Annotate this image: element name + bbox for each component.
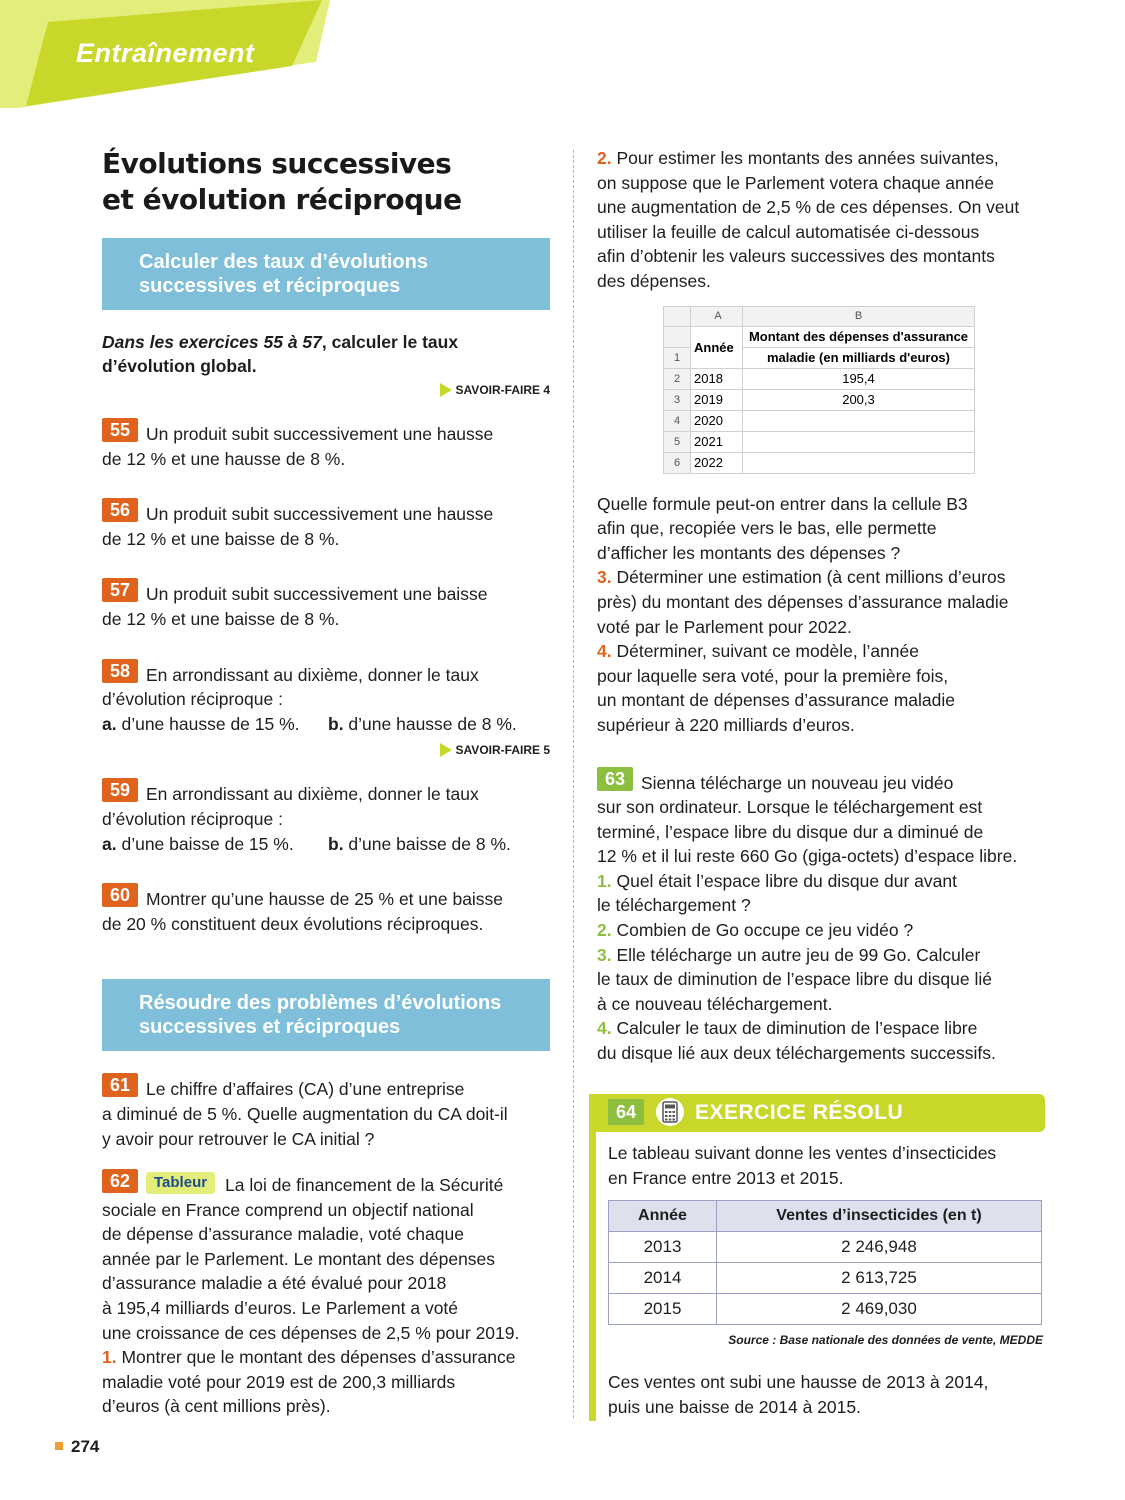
item-text: d’une hausse de 15 %. <box>116 713 300 734</box>
question-text: afin que, recopiée vers le bas, elle permette <box>597 518 937 539</box>
question-text: du disque lié aux deux téléchargements successifs. <box>597 1043 996 1064</box>
question-number: 4. <box>597 1018 612 1039</box>
table-row <box>609 1232 1042 1263</box>
exercise-55 <box>102 418 550 471</box>
resolved-side-bar <box>589 1094 596 1421</box>
chapter-tab-label: Entraînement <box>76 38 255 68</box>
exercise-59 <box>102 778 550 856</box>
question-number: 1. <box>597 870 612 891</box>
question-number: 3. <box>597 944 612 965</box>
section-title-line: Évolutions successives <box>102 147 452 180</box>
instructions-text: , calculer le taux <box>321 332 459 352</box>
table-cell: 2 613,725 <box>717 1263 1042 1294</box>
table-row <box>609 1263 1042 1294</box>
question-number: 1. <box>102 1347 117 1368</box>
exercise-number: 58 <box>102 659 138 683</box>
exercise-64-resolved <box>589 1091 1045 1421</box>
corner-cell <box>664 306 691 326</box>
exercise-text: d’assurance maladie a été évalué pour 2018 <box>102 1273 447 1294</box>
exercise-62-questions <box>597 492 1047 738</box>
left-column <box>102 146 550 1419</box>
question-text: pour laquelle sera voté, pour la première fois, <box>597 665 949 686</box>
exercise-62-continued <box>597 146 1047 294</box>
question-text: Montrer que le montant des dépenses d’assurance <box>116 1347 516 1368</box>
exercise-text: une croissance de ces dépenses de 2,5 % pour 2019. <box>102 1322 520 1343</box>
exercise-text: Le chiffre d’affaires (CA) d’une entreprise <box>146 1079 465 1100</box>
exercise-text: de 20 % constituent deux évolutions réciproques. <box>102 913 484 934</box>
exercise-number: 60 <box>102 883 138 907</box>
spreadsheet-cell: 2021 <box>691 431 743 452</box>
exercise-number: 63 <box>597 767 633 791</box>
spreadsheet-cell: Année <box>691 326 743 368</box>
savoir-faire-label: SAVOIR-FAIRE 4 <box>455 383 550 397</box>
question-text: le téléchargement ? <box>597 895 751 916</box>
table-cell: 2 469,030 <box>717 1294 1042 1325</box>
savoir-faire-link[interactable] <box>102 382 550 398</box>
question-text: à ce nouveau téléchargement. <box>597 993 833 1014</box>
instructions-text: d’évolution global. <box>102 356 257 376</box>
spreadsheet-cell <box>743 452 975 473</box>
spreadsheet-cell: maladie (en milliards d'euros) <box>743 347 975 368</box>
question-number: 2. <box>597 148 612 168</box>
savoir-faire-link[interactable] <box>102 742 550 758</box>
exercise-number: 62 <box>102 1169 138 1193</box>
triangle-arrow-icon <box>440 383 452 397</box>
exercise-text: Un produit subit successivement une hausse <box>146 504 494 525</box>
exercise-number: 56 <box>102 498 138 522</box>
question-text: Combien de Go occupe ce jeu vidéo ? <box>611 920 914 941</box>
table-header: Année <box>609 1201 717 1232</box>
exercise-text: Un produit subit successivement une baisse <box>146 584 488 605</box>
spreadsheet-cell: 2020 <box>691 410 743 431</box>
table-cell: 2013 <box>609 1232 717 1263</box>
question-text: des dépenses. <box>597 270 711 291</box>
exercise-text: y avoir pour retrouver le CA initial ? <box>102 1128 375 1149</box>
row-number: 3 <box>664 389 691 410</box>
question-text: près) du montant des dépenses d’assurance maladie <box>597 591 1009 612</box>
exercise-60 <box>102 883 550 936</box>
question-text: Déterminer, suivant ce modèle, l’année <box>611 641 919 662</box>
exercise-text: sur son ordinateur. Lorsque le téléchargement est <box>597 797 983 818</box>
question-text: voté par le Parlement pour 2022. <box>597 616 852 637</box>
chapter-tab <box>0 0 330 108</box>
question-text: maladie voté pour 2019 est de 200,3 milliards <box>102 1371 456 1392</box>
resolved-title: EXERCICE RÉSOLU <box>695 1101 904 1124</box>
table-cell: 2014 <box>609 1263 717 1294</box>
resolved-body <box>608 1141 1043 1419</box>
section-title-line: et évolution réciproque <box>102 183 462 216</box>
row-number: 4 <box>664 410 691 431</box>
item-label-b: b. <box>328 833 344 854</box>
question-text: un montant de dépenses d’assurance maladie <box>597 690 956 711</box>
exercise-63 <box>597 767 1047 1066</box>
subsection-banner <box>102 979 550 1051</box>
column-divider <box>573 150 574 1418</box>
spreadsheet-cell: Montant des dépenses d'assurance <box>743 326 975 347</box>
item-label-a: a. <box>102 833 117 854</box>
table-header: Ventes d’insecticides (en t) <box>717 1201 1042 1232</box>
column-header: B <box>743 306 975 326</box>
exercise-58 <box>102 659 550 737</box>
question-text: le taux de diminution de l’espace libre du disque lié <box>597 969 992 990</box>
tableur-badge: Tableur <box>146 1172 215 1194</box>
exercise-text: terminé, l’espace libre du disque dur a diminué de <box>597 821 984 842</box>
exercise-instructions <box>102 330 550 378</box>
item-text: d’une baisse de 8 %. <box>343 833 511 854</box>
question-text: Elle télécharge un autre jeu de 99 Go. Calculer <box>611 944 981 965</box>
spreadsheet <box>663 306 975 474</box>
item-text: d’une hausse de 8 %. <box>343 713 517 734</box>
instructions-italic: Dans les exercices 55 à 57 <box>102 332 322 352</box>
banner-line: Calculer des taux d’évolutions <box>139 251 428 273</box>
question-text: d’afficher les montants des dépenses ? <box>597 542 901 563</box>
calculator-icon <box>655 1097 685 1127</box>
question-text: Quelle formule peut-on entrer dans la cellule B3 <box>597 493 968 514</box>
row-number: 5 <box>664 431 691 452</box>
exercise-text: Montrer qu’une hausse de 25 % et une baisse <box>146 889 504 910</box>
exercise-text: à 195,4 milliards d’euros. Le Parlement a voté <box>102 1298 459 1319</box>
exercise-number: 57 <box>102 578 138 602</box>
row-number <box>664 326 691 347</box>
exercise-text: d’évolution réciproque : <box>102 808 283 829</box>
question-text: une augmentation de 2,5 % de ces dépenses. On veut <box>597 197 1020 218</box>
question-text: Quel était l’espace libre du disque dur avant <box>611 870 957 891</box>
savoir-faire-label: SAVOIR-FAIRE 5 <box>455 743 550 758</box>
page-footer <box>55 1437 99 1457</box>
sales-table <box>608 1200 1042 1325</box>
item-text: d’une baisse de 15 %. <box>116 833 294 854</box>
spreadsheet-cell: 2019 <box>691 389 743 410</box>
exercise-text: d’évolution réciproque : <box>102 689 283 710</box>
question-text: d’euros (à cent millions près). <box>102 1396 331 1417</box>
table-row <box>609 1294 1042 1325</box>
item-label-b: b. <box>328 713 344 734</box>
row-number: 2 <box>664 368 691 389</box>
exercise-text: Sienna télécharge un nouveau jeu vidéo <box>641 772 954 793</box>
question-number: 2. <box>597 920 612 941</box>
spreadsheet-cell <box>743 431 975 452</box>
exercise-text: puis une baisse de 2014 à 2015. <box>608 1396 861 1417</box>
page-marker-icon <box>55 1442 63 1450</box>
spreadsheet-cell <box>743 410 975 431</box>
question-text: Calculer le taux de diminution de l’espace libre <box>611 1018 978 1039</box>
exercise-text: En arrondissant au dixième, donner le taux <box>146 664 479 685</box>
spreadsheet-cell: 195,4 <box>743 368 975 389</box>
subsection-banner <box>102 238 550 310</box>
page-number: 274 <box>71 1437 100 1456</box>
exercise-text: de 12 % et une baisse de 8 %. <box>102 608 340 629</box>
exercise-text: de 12 % et une baisse de 8 %. <box>102 528 340 549</box>
spreadsheet-cell: 2018 <box>691 368 743 389</box>
question-number: 4. <box>597 641 612 662</box>
table-header-row <box>609 1201 1042 1232</box>
resolved-conclusion <box>608 1370 1043 1419</box>
question-text: supérieur à 220 milliards d’euros. <box>597 714 855 735</box>
banner-line: successives et réciproques <box>139 275 401 297</box>
exercise-text: année par le Parlement. Le montant des dépenses <box>102 1248 496 1269</box>
exercise-text: Le tableau suivant donne les ventes d’insecticides <box>608 1143 997 1163</box>
table-cell: 2 246,948 <box>717 1232 1042 1263</box>
banner-line: successives et réciproques <box>139 1016 401 1039</box>
banner-line: Résoudre des problèmes d’évolutions <box>139 992 502 1015</box>
exercise-number: 64 <box>608 1099 644 1125</box>
table-cell: 2015 <box>609 1294 717 1325</box>
exercise-text: 12 % et il lui reste 660 Go (giga-octets) d’espace libre. <box>597 846 1018 867</box>
row-number: 1 <box>664 347 691 368</box>
question-text: Pour estimer les montants des années suivantes, <box>611 148 999 168</box>
question-text: utiliser la feuille de calcul automatisée ci-dessous <box>597 221 980 242</box>
row-number: 6 <box>664 452 691 473</box>
exercise-text: a diminué de 5 %. Quelle augmentation du CA doit-il <box>102 1103 508 1124</box>
question-number: 3. <box>597 567 612 588</box>
exercise-text: En arrondissant au dixième, donner le taux <box>146 784 479 805</box>
right-column <box>597 146 1047 1066</box>
question-text: afin d’obtenir les valeurs successives des montants <box>597 246 995 267</box>
item-label-a: a. <box>102 713 117 734</box>
question-text: on suppose que le Parlement votera chaque année <box>597 172 994 193</box>
exercise-57 <box>102 578 550 631</box>
triangle-arrow-icon <box>440 743 452 757</box>
table-source: Source : Base nationale des données de vente, MEDDE <box>728 1333 1043 1348</box>
exercise-text: Ces ventes ont subi une hausse de 2013 à 2014, <box>608 1372 989 1393</box>
question-text: Déterminer une estimation (à cent millions d’euros <box>611 567 1006 588</box>
exercise-text: de dépense d’assurance maladie, voté chaque <box>102 1224 464 1245</box>
exercise-text: Un produit subit successivement une hausse <box>146 424 494 444</box>
column-header: A <box>691 306 743 326</box>
exercise-number: 59 <box>102 778 138 802</box>
exercise-number: 61 <box>102 1073 138 1097</box>
exercise-61 <box>102 1073 550 1151</box>
spreadsheet-cell: 2022 <box>691 452 743 473</box>
section-title <box>102 146 550 218</box>
exercise-text: La loi de financement de la Sécurité <box>225 1175 504 1196</box>
exercise-text: en France entre 2013 et 2015. <box>608 1167 844 1188</box>
exercise-text: de 12 % et une hausse de 8 %. <box>102 448 346 469</box>
exercise-62 <box>102 1169 550 1419</box>
exercise-number: 55 <box>102 418 138 442</box>
spreadsheet-cell: 200,3 <box>743 389 975 410</box>
exercise-text: sociale en France comprend un objectif national <box>102 1199 474 1220</box>
exercise-56 <box>102 498 550 551</box>
